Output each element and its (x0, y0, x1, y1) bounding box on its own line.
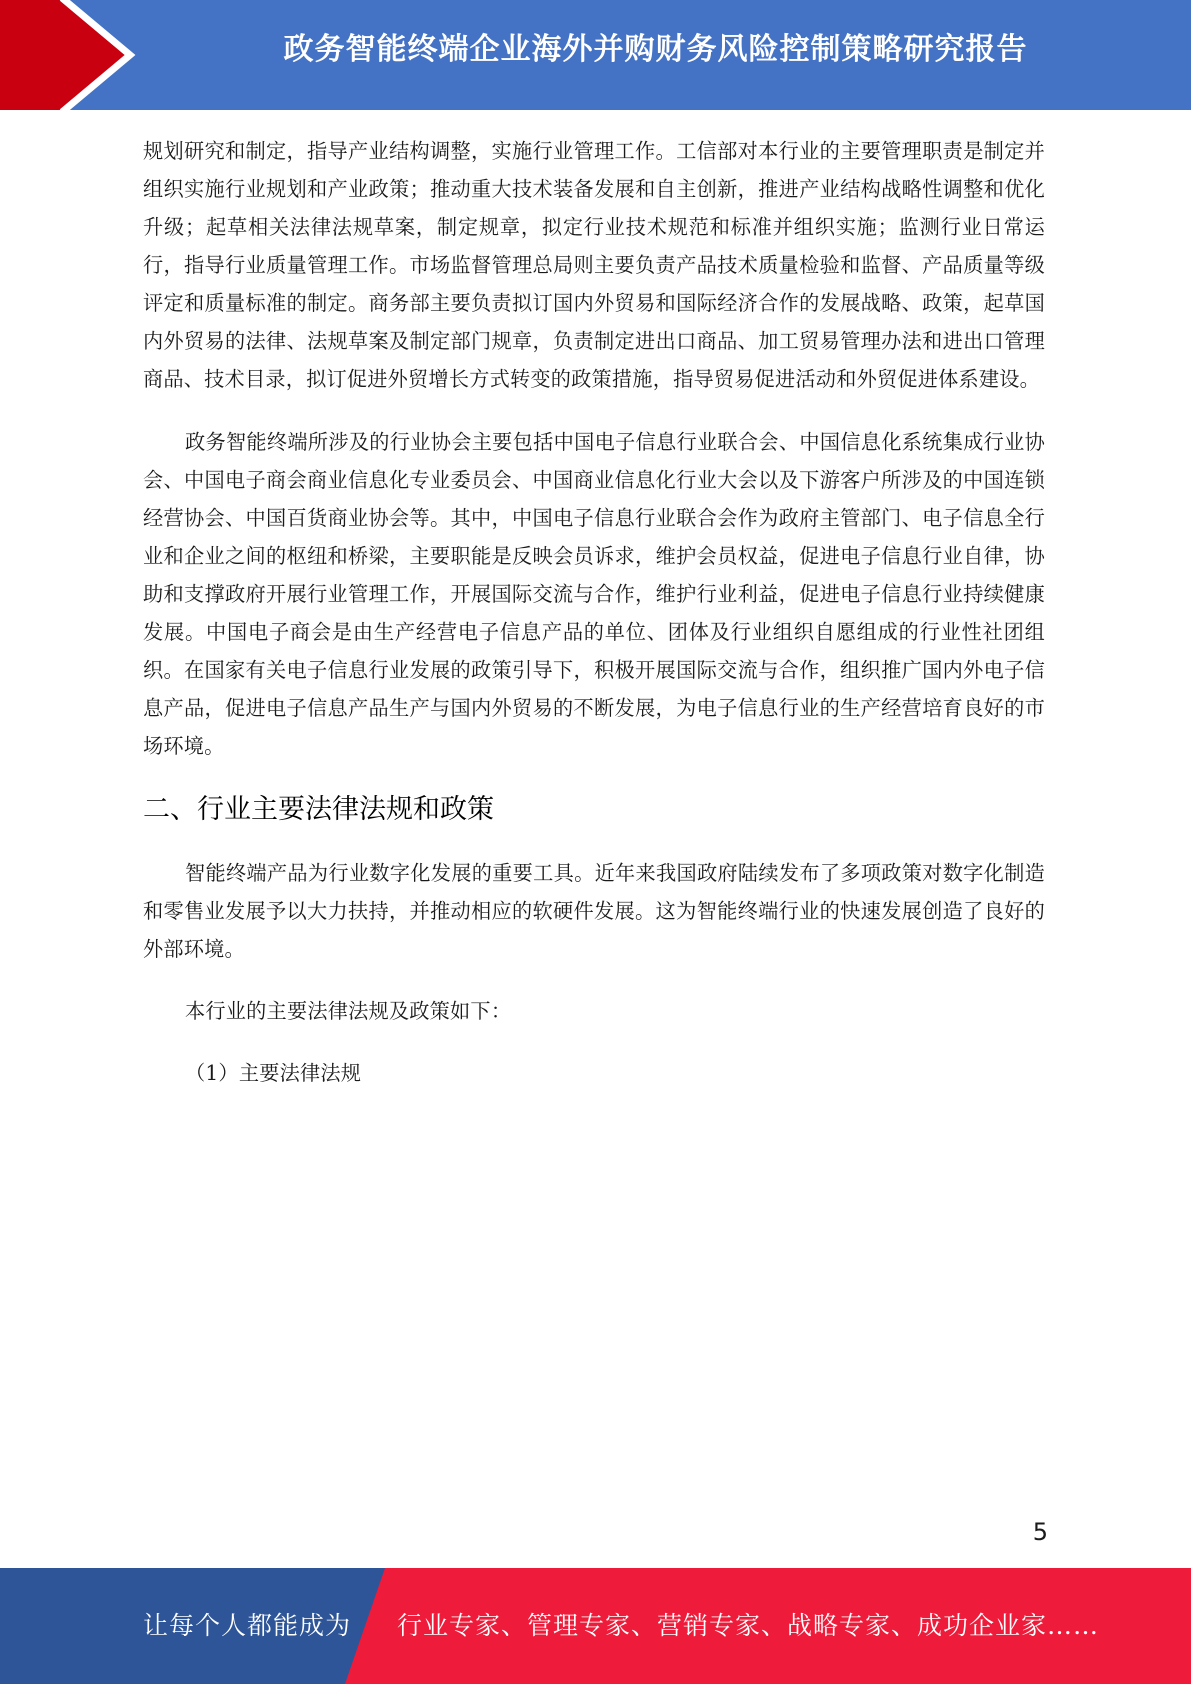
section-heading: 二、行业主要法律法规和政策 (143, 794, 494, 825)
footer-slogan-right: 行业专家、管理专家、营销专家、战略专家、成功企业家…… (397, 1611, 1100, 1640)
list-subheading: （1）主要法律法规 (185, 1061, 362, 1085)
report-title: 政务智能终端企业海外并购财务风险控制策略研究报告 (283, 32, 1028, 67)
body-paragraph-1: 规划研究和制定，指导产业结构调整，实施行业管理工作。工信部对本行业的主要管理职责是制定并组织实施行业规划和产业政策；推动重大技术装备发展和自主创新，推进产业结构战略性调整和优化升级；起草相关法律法规草案，制定规章，拟定行业技术规范和标准并组织实施；监测行业日常运行，指导行业质量管理工作。市场监督管理总局则主要负责产品技术质量检验和监督、产品质量等级评定和质量标准的制定。商务部主要负责拟订国内外贸易和国际经济合作的发展战略、政策，起草国内外贸易的法律、法规草案及制定部门规章，负责制定进出口商品、加工贸易管理办法和进出口管理商品、技术目录，拟订促进外贸增长方式转变的政策措施，指导贸易促进活动和外贸促进体系建设。 (143, 139, 1045, 391)
footer-slogan-left: 让每个人都能成为 (143, 1611, 352, 1640)
document-body (143, 132, 1045, 1092)
body-paragraph-2: 政务智能终端所涉及的行业协会主要包括中国电子信息行业联合会、中国信息化系统集成行业协会、中国电子商会商业信息化专业委员会、中国商业信息化行业大会以及下游客户所涉及的中国连锁经营协会、中国百货商业协会等。其中，中国电子信息行业联合会作为政府主管部门、电子信息全行业和企业之间的枢纽和桥梁，主要职能是反映会员诉求，维护会员权益，促进电子信息行业自律，协助和支撑政府开展行业管理工作，开展国际交流与合作，维护行业利益，促进电子信息行业持续健康发展。中国电子商会是由生产经营电子信息产品的单位、团体及行业组织自愿组成的行业性社团组织。在国家有关电子信息行业发展的政策引导下，积极开展国际交流与合作，组织推广国内外电子信息产品，促进电子信息产品生产与国内外贸易的不断发展，为电子信息行业的生产经营培育良好的市场环境。 (143, 430, 1045, 758)
page-header (0, 0, 1191, 110)
page-number: 5 (1032, 1518, 1048, 1546)
body-paragraph-3: 智能终端产品为行业数字化发展的重要工具。近年来我国政府陆续发布了多项政策对数字化制造和零售业发展予以大力扶持，并推动相应的软硬件发展。这为智能终端行业的快速发展创造了良好的外部环境。 (143, 861, 1045, 961)
body-paragraph-4: 本行业的主要法律法规及政策如下： (185, 999, 512, 1023)
page-footer (0, 1568, 1191, 1684)
